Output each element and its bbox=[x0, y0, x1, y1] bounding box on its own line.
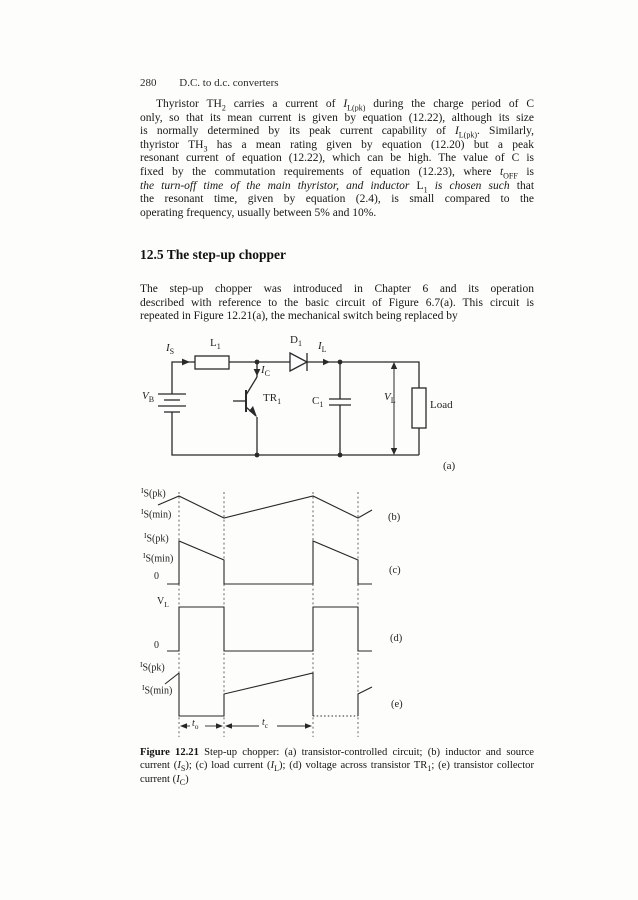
section-heading: 12.5 The step-up chopper bbox=[140, 247, 287, 262]
waveform-e-min-label: $^I$S(min) bbox=[142, 683, 173, 697]
waveform-e-trace bbox=[179, 673, 313, 716]
time-label-tc: $t_c$ bbox=[262, 717, 269, 730]
text-line: only, so that its mean current is given by equation (12.22), although its size bbox=[140, 111, 534, 124]
waveform-e-tail bbox=[358, 687, 372, 716]
vl-arrowhead-bottom bbox=[391, 448, 397, 455]
panel-tag-d: (d) bbox=[390, 633, 403, 644]
waveform-c-peak-label: $^I$S(pk) bbox=[144, 531, 169, 545]
waveform-e-peak-label: $^I$S(pk) bbox=[140, 660, 165, 674]
label-collector-current: $I_C$ bbox=[261, 364, 271, 379]
label-load-voltage: $V_L$ bbox=[384, 391, 396, 406]
text-line: The step-up chopper was introduced in Chapter 6 and its operation bbox=[140, 283, 534, 295]
waveform-d-zero-label: 0 bbox=[154, 640, 159, 651]
capacitor-symbol bbox=[329, 362, 351, 455]
ic-current-arrow bbox=[254, 369, 261, 376]
waveform-b-trace bbox=[158, 496, 372, 518]
label-load: Load bbox=[430, 399, 453, 411]
waveform-d-trace bbox=[167, 607, 372, 651]
paragraph-1 bbox=[140, 98, 534, 220]
waveform-traces bbox=[158, 496, 372, 730]
text-line: current $(I_C)$ bbox=[140, 773, 189, 787]
vl-arrowhead-top bbox=[391, 362, 397, 369]
waveform-d-level-label: $V_L$ bbox=[157, 596, 169, 609]
waveform-c-min-label: $^I$S(min) bbox=[143, 551, 174, 565]
circuit-wires bbox=[158, 353, 426, 455]
text-line: current $(I_S)$; (c) load current $(I_L)$; (d) voltage across transistor $TR_1$; (e) transistor collector bbox=[140, 760, 534, 773]
node-dot bbox=[255, 453, 260, 458]
waveform-b-peak-label: $^I$S(pk) bbox=[141, 486, 166, 500]
node-dot bbox=[255, 360, 260, 365]
label-source-current: $I_S$ bbox=[166, 342, 175, 357]
label-battery-voltage: $V_B$ bbox=[142, 390, 155, 405]
text-line: fixed by the commutation requirements of equation (12.23), where $t_{OFF}$ is bbox=[140, 165, 534, 180]
panel-tag-b: (b) bbox=[388, 512, 401, 523]
text-line: operating frequency, usually between 5% and 10%. bbox=[140, 206, 377, 219]
panel-tag-c: (c) bbox=[389, 565, 401, 576]
label-transistor-tr1: $TR_1$ bbox=[263, 392, 282, 407]
text-line: resonant current of equation (12.22), which can be high. The value of C is bbox=[140, 152, 534, 165]
text-line: Figure 12.21 Step-up chopper: (a) transistor-controlled circuit; (b) inductor and source bbox=[140, 747, 534, 758]
page-number: 280 bbox=[140, 77, 157, 89]
figure-caption bbox=[140, 746, 534, 786]
battery-symbol bbox=[158, 394, 186, 412]
diode-symbol bbox=[290, 353, 307, 371]
waveform-time-gridlines bbox=[179, 492, 358, 737]
text-line: described with reference to the basic circuit of Figure 6.7(a). This circuit is bbox=[140, 296, 534, 309]
inductor-box bbox=[195, 356, 229, 369]
panel-tag-a: (a) bbox=[443, 460, 456, 472]
text-line: the resonant time, given by equation (2.4), is small compared to the bbox=[140, 193, 534, 206]
label-capacitor-c1: $C_1$ bbox=[312, 395, 324, 410]
waveform-c-trace bbox=[167, 541, 372, 584]
panel-tag-e: (e) bbox=[391, 699, 403, 710]
text-line: is normally determined by its peak current capability of $I_{L(pk)}$. Similarly, bbox=[140, 125, 534, 139]
node-dot bbox=[338, 360, 343, 365]
label-inductor-l1: $L_1$ bbox=[210, 337, 221, 352]
circuit-arrows-and-nodes bbox=[182, 359, 397, 458]
text-line: repeated in Figure 12.21(a), the mechanical switch being replaced by bbox=[140, 310, 458, 323]
page-header bbox=[140, 77, 279, 89]
waveform-b-min-label: $^I$S(min) bbox=[141, 507, 172, 521]
load-box bbox=[412, 388, 426, 428]
paragraph-2 bbox=[140, 283, 534, 324]
emitter-arrowhead bbox=[249, 406, 257, 417]
is-current-arrow bbox=[182, 359, 190, 366]
time-label-to: $t_o$ bbox=[192, 718, 199, 731]
text-line: Thyristor $TH_2$ carries a current of $I_{L(pk)}$ during the charge period of C bbox=[156, 98, 534, 112]
label-diode-d1: $D_1$ bbox=[290, 334, 302, 349]
figure-12-21-drawing bbox=[135, 333, 535, 745]
il-current-arrow bbox=[323, 359, 330, 365]
waveform-c-zero-label: 0 bbox=[154, 571, 159, 582]
running-title: D.C. to d.c. converters bbox=[179, 77, 279, 89]
text-line: the turn-off time of the main thyristor, and inductor $L_1$ is chosen such that bbox=[140, 179, 534, 194]
label-load-current: $I_L$ bbox=[318, 340, 327, 355]
text-line: thyristor $TH_3$ has a mean rating given by equation (12.20) but a peak bbox=[140, 138, 534, 153]
node-dot bbox=[338, 453, 343, 458]
